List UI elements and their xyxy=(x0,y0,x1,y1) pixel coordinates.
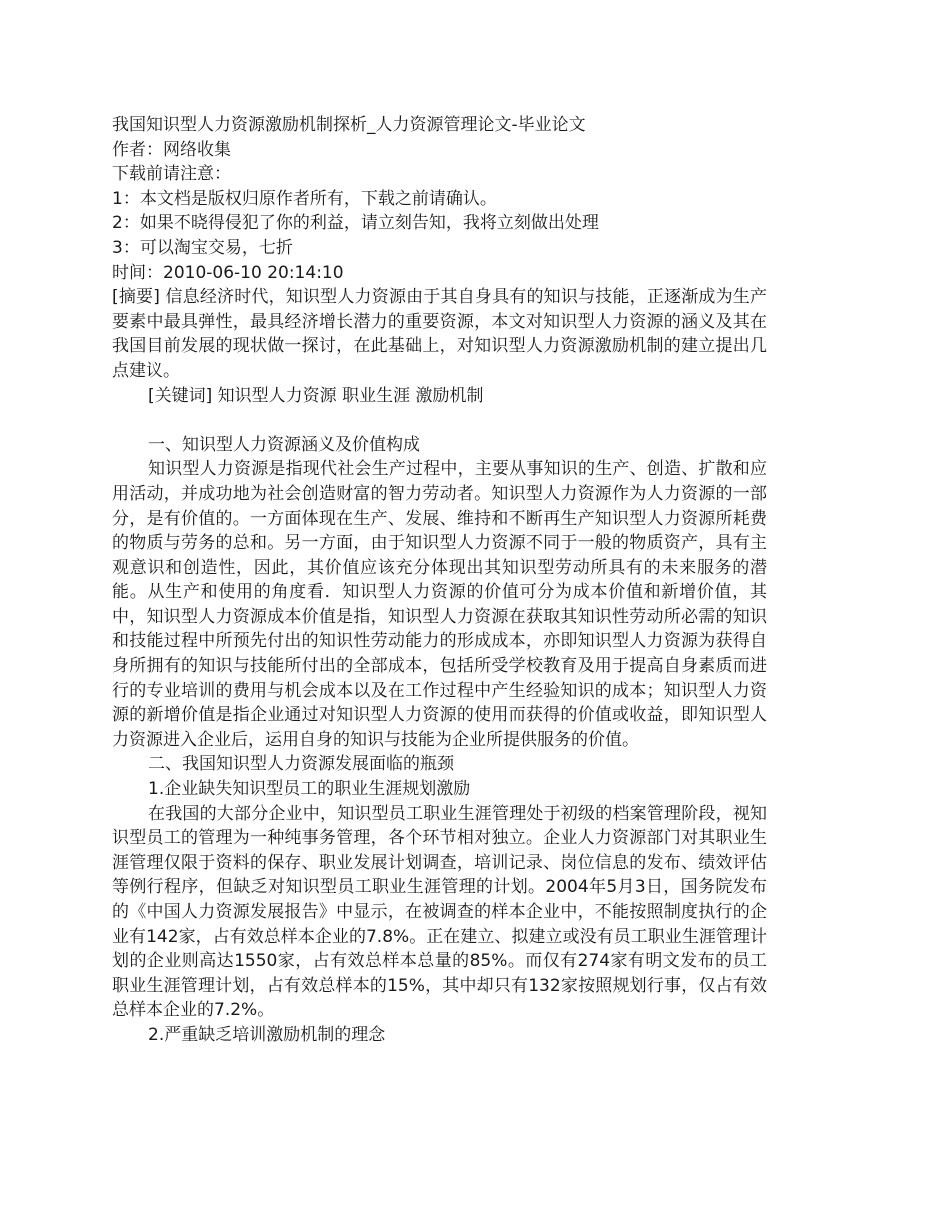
keywords-line: [关键词] 知识型人力资源 职业生涯 激励机制 xyxy=(148,385,484,406)
notice-item: 2：如果不晓得侵犯了你的利益，请立刻告知，我将立刻做出处理 xyxy=(112,213,599,234)
author-line: 作者：网络收集 xyxy=(112,139,231,160)
blank-line xyxy=(112,408,767,433)
notice-item: 1：本文档是版权归原作者所有，下载之前请确认。 xyxy=(112,188,497,209)
notice-item: 3：可以淘宝交易，七折 xyxy=(112,237,293,258)
document-page xyxy=(112,113,767,1048)
section-heading: 一、知识型人力资源涵义及价值构成 xyxy=(148,434,420,455)
time-line: 时间：2010-06-10 20:14:10 xyxy=(112,262,344,283)
section-paragraph: 在我国的大部分企业中，知识型员工职业生涯管理处于初级的档案管理阶段，视知识型员工的管理为一种纯事务管理，各个环节相对独立。企业人力资源部门对其职业生涯管理仅限于资料的保存、职业发展计划调查，培训记录、岗位信息的发布、绩效评估等例行程序，但缺乏对知识型员工职业生涯管理的计划。2004年5月3日，国务院发布的《中国人力资源发展报告》中显示，在被调查的样本企业中，不能按照制度执行的企业有142家，占有效总样本企业的7.8%。正在建立、拟建立或没有员工职业生涯管理计划的企业则高达1550家，占有效总样本总量的85%。而仅有274家有明文发布的员工职业生涯管理计划，占有效总样本的15%，其中却只有132家按照规划行事，仅占有效总样本企业的7.2%。 xyxy=(112,803,767,1021)
subsection-heading: 1.企业缺失知识型员工的职业生涯规划激励 xyxy=(148,779,471,800)
subsection-heading: 2.严重缺乏培训激励机制的理念 xyxy=(148,1024,386,1045)
document-title: 我国知识型人力资源激励机制探析_人力资源管理论文-毕业论文 xyxy=(112,115,586,135)
abstract-paragraph: [摘要] 信息经济时代，知识型人力资源由于其自身具有的知识与技能，正逐渐成为生产要素中最具弹性，最具经济增长潜力的重要资源，本文对知识型人力资源的涵义及其在我国目前发展的现状做一探讨，在此基础上，对知识型人力资源激励机制的建立提出几点建议。 xyxy=(112,287,767,381)
section-paragraph: 知识型人力资源是指现代社会生产过程中，主要从事知识的生产、创造、扩散和应用活动，并成功地为社会创造财富的智力劳动者。知识型人力资源作为人力资源的一部分，是有价值的。一方面体现在生产、发展、维持和不断再生产知识型人力资源所耗费的物质与劳务的总和。另一方面，由于知识型人力资源不同于一般的物质资产，具有主观意识和创造性，因此，其价值应该充分体现出其知识型劳动所具有的未来服务的潜能。从生产和使用的角度看．知识型人力资源的价值可分为成本价值和新增价值，其中，知识型人力资源成本价值是指，知识型人力资源在获取其知识性劳动所必需的知识和技能过程中所预先付出的知识性劳动能力的形成成本，亦即知识型人力资源为获得自身所拥有的知识与技能所付出的全部成本，包括所受学校教育及用于提高自身素质而进行的专业培训的费用与机会成本以及在工作过程中产生经验知识的成本；知识型人力资源的新增价值是指企业通过对知识型人力资源的使用而获得的价值或收益，即知识型人力资源进入企业后，运用自身的知识与技能为企业所提供服务的价值。 xyxy=(112,459,767,750)
notice-header: 下载前请注意： xyxy=(112,164,231,185)
section-heading: 二、我国知识型人力资源发展面临的瓶颈 xyxy=(148,754,454,775)
